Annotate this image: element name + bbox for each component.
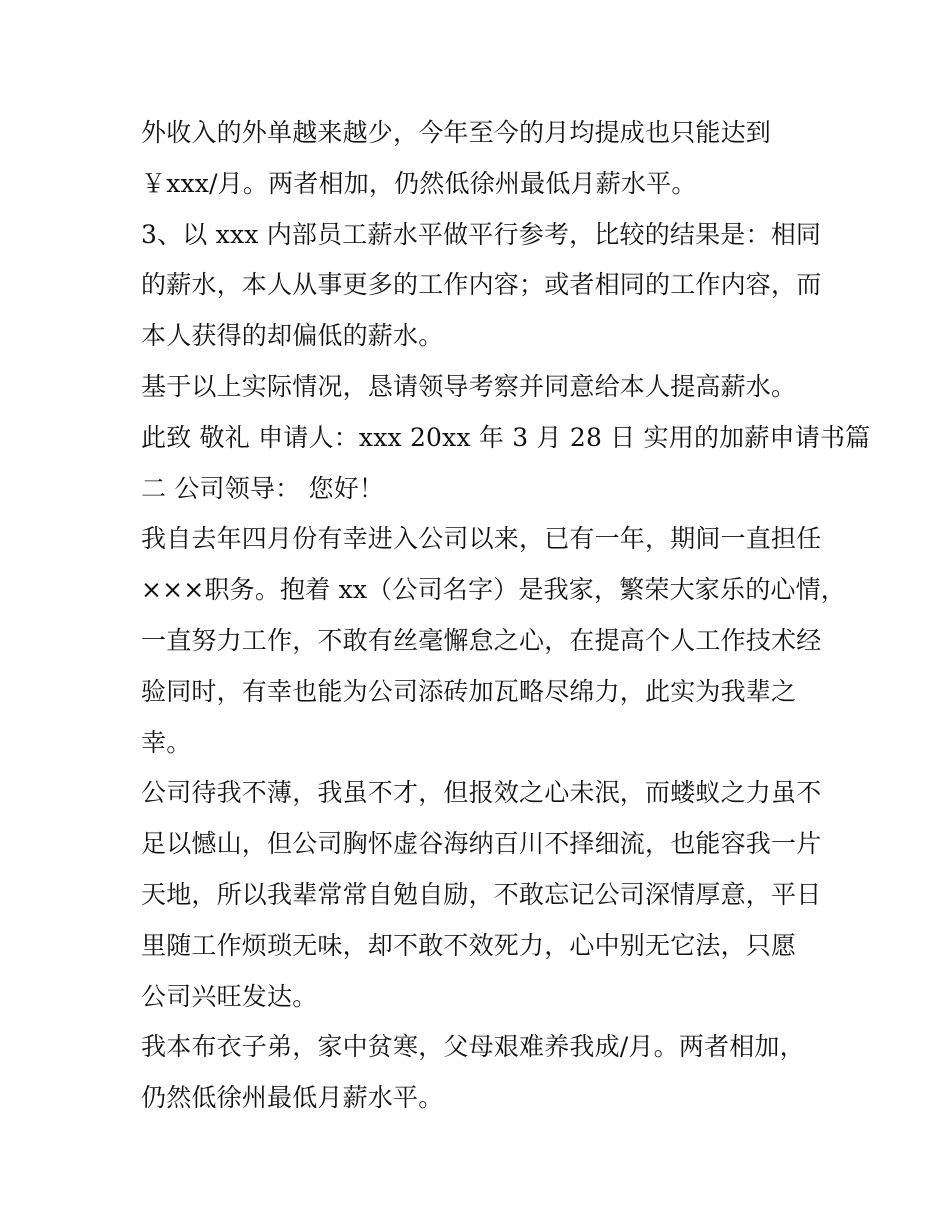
text-line: 验同时，有幸也能为公司添砖加瓦略尽绵力，此实为我辈之	[141, 676, 797, 706]
text-line: 的薪水，本人从事更多的工作内容；或者相同的工作内容，而	[141, 270, 822, 300]
text-line: ×××职务。抱着 xx（公司名字）是我家，繁荣大家乐的心情，	[141, 575, 846, 605]
text-line: 外收入的外单越来越少，今年至今的月均提成也只能达到	[141, 118, 772, 147]
text-line: 此致 敬礼 申请人：xxx 20xx 年 3 月 28 日 实用的加薪申请书篇	[141, 422, 871, 452]
text-line: 我本布衣子弟，家中贫寒，父母艰难养我成/月。两者相加，	[141, 1032, 805, 1062]
text-line: 仍然低徐州最低月薪水平。	[141, 1083, 444, 1113]
text-line: 本人获得的却偏低的薪水。	[141, 321, 444, 351]
text-line: 我自去年四月份有幸进入公司以来，已有一年，期间一直担任	[141, 524, 822, 554]
text-line: 足以憾山，但公司胸怀虚谷海纳百川不择细流，也能容我一片	[141, 829, 822, 859]
text-line: 幸。	[141, 727, 192, 757]
text-line: 3、以 xxx 内部员工薪水平做平行参考，比较的结果是：相同	[141, 219, 822, 249]
text-line: 公司兴旺发达。	[141, 981, 318, 1011]
text-line: 二 公司领导： 您好！	[141, 473, 385, 503]
text-line: 里随工作烦琐无味，却不敢不效死力，心中别无它法，只愿	[141, 930, 797, 960]
text-line: 基于以上实际情况，恳请领导考察并同意给本人提高薪水。	[141, 371, 797, 401]
text-line: 一直努力工作，不敢有丝毫懈怠之心，在提高个人工作技术经	[141, 625, 822, 655]
document-body	[141, 108, 871, 1124]
text-line: 公司待我不薄，我虽不才，但报效之心未泯，而蝼蚁之力虽不	[141, 778, 822, 808]
text-line: ￥xxx/月。两者相加，仍然低徐州最低月薪水平。	[141, 168, 697, 198]
text-line: 天地，所以我辈常常自勉自励，不敢忘记公司深情厚意，平日	[141, 879, 822, 909]
